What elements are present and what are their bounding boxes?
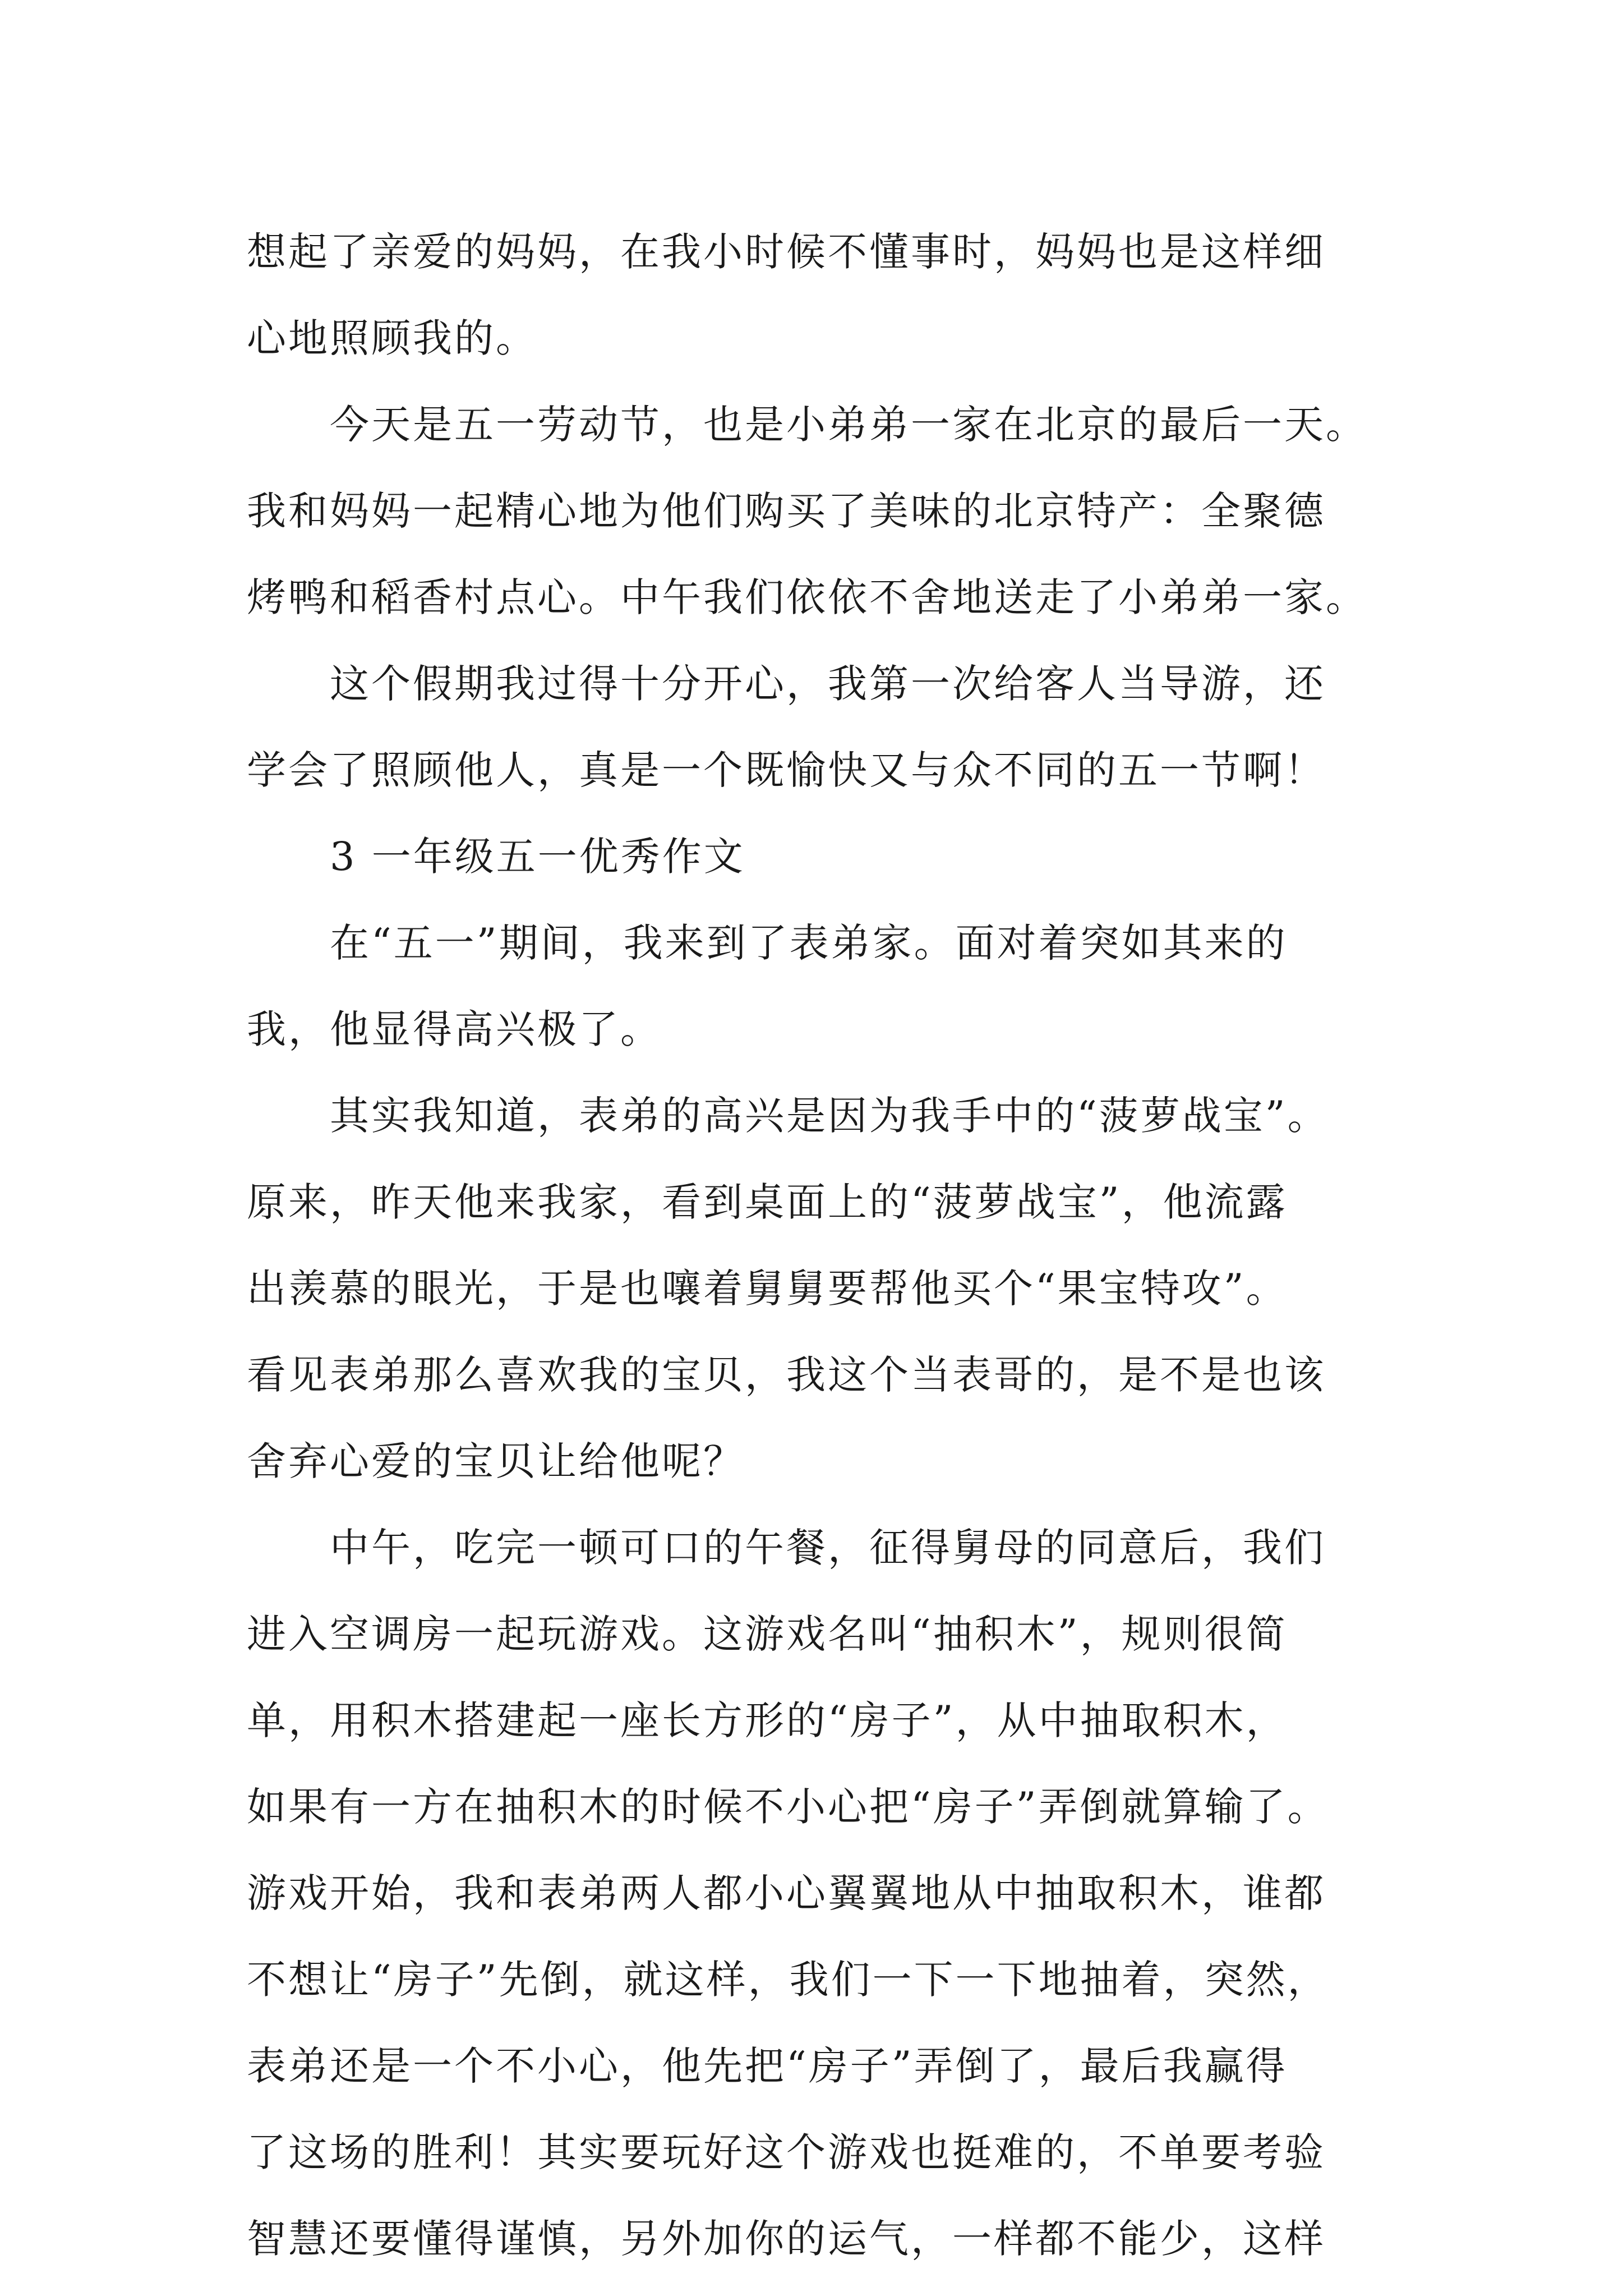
text-line: 原来，昨天他来我家，看到桌面上的“菠萝战宝”，他流露 xyxy=(247,1179,1288,1225)
text-line: 想起了亲爱的妈妈，在我小时候不懂事时，妈妈也是这样细 xyxy=(247,229,1326,275)
text-line: 我和妈妈一起精心地为他们购买了美味的北京特产：全聚德 xyxy=(247,488,1326,534)
text-line: 了这场的胜利！其实要玩好这个游戏也挺难的，不单要考验 xyxy=(247,2129,1326,2175)
paragraph-start-line: 其实我知道，表弟的高兴是因为我手中的“菠萝战宝”。 xyxy=(330,1093,1329,1139)
paragraph-start-line: 今天是五一劳动节，也是小弟弟一家在北京的最后一天。 xyxy=(330,402,1367,448)
text-line: 表弟还是一个不小心，他先把“房子”弄倒了，最后我赢得 xyxy=(247,2043,1288,2089)
paragraph-start-line: 在“五一”期间，我来到了表弟家。面对着突如其来的 xyxy=(330,920,1288,966)
paragraph-start-line: 中午，吃完一顿可口的午餐，征得舅母的同意后，我们 xyxy=(330,1525,1326,1571)
text-line: 进入空调房一起玩游戏。这游戏名叫“抽积木”，规则很简 xyxy=(247,1611,1288,1657)
text-line: 我，他显得高兴极了。 xyxy=(247,1006,662,1052)
paragraph-start-line: 这个假期我过得十分开心，我第一次给客人当导游，还 xyxy=(330,661,1326,707)
essay-text xyxy=(247,209,1391,2282)
text-line: 如果有一方在抽积木的时候不小心把“房子”弄倒就算输了。 xyxy=(247,1784,1329,1830)
text-line: 看见表弟那么喜欢我的宝贝，我这个当表哥的，是不是也该 xyxy=(247,1352,1326,1398)
text-line: 游戏开始，我和表弟两人都小心翼翼地从中抽取积木，谁都 xyxy=(247,1870,1326,1916)
text-line: 智慧还要懂得谨慎，另外加你的运气，一样都不能少，这样 xyxy=(247,2216,1326,2262)
text-line: 心地照顾我的。 xyxy=(247,315,537,361)
text-line: 单，用积木搭建起一座长方形的“房子”，从中抽取积木， xyxy=(247,1697,1288,1743)
text-line: 舍弃心爱的宝贝让给他呢？ xyxy=(247,1438,745,1484)
text-line: 学会了照顾他人，真是一个既愉快又与众不同的五一节啊！ xyxy=(247,747,1326,793)
text-line: 烤鸭和稻香村点心。中午我们依依不舍地送走了小弟弟一家。 xyxy=(247,574,1367,620)
text-line: 出羡慕的眼光，于是也嚷着舅舅要帮他买个“果宝特攻”。 xyxy=(247,1266,1288,1312)
section-heading: 3 一年级五一优秀作文 xyxy=(330,834,745,880)
text-line: 不想让“房子”先倒，就这样，我们一下一下地抽着，突然， xyxy=(247,1957,1329,2003)
